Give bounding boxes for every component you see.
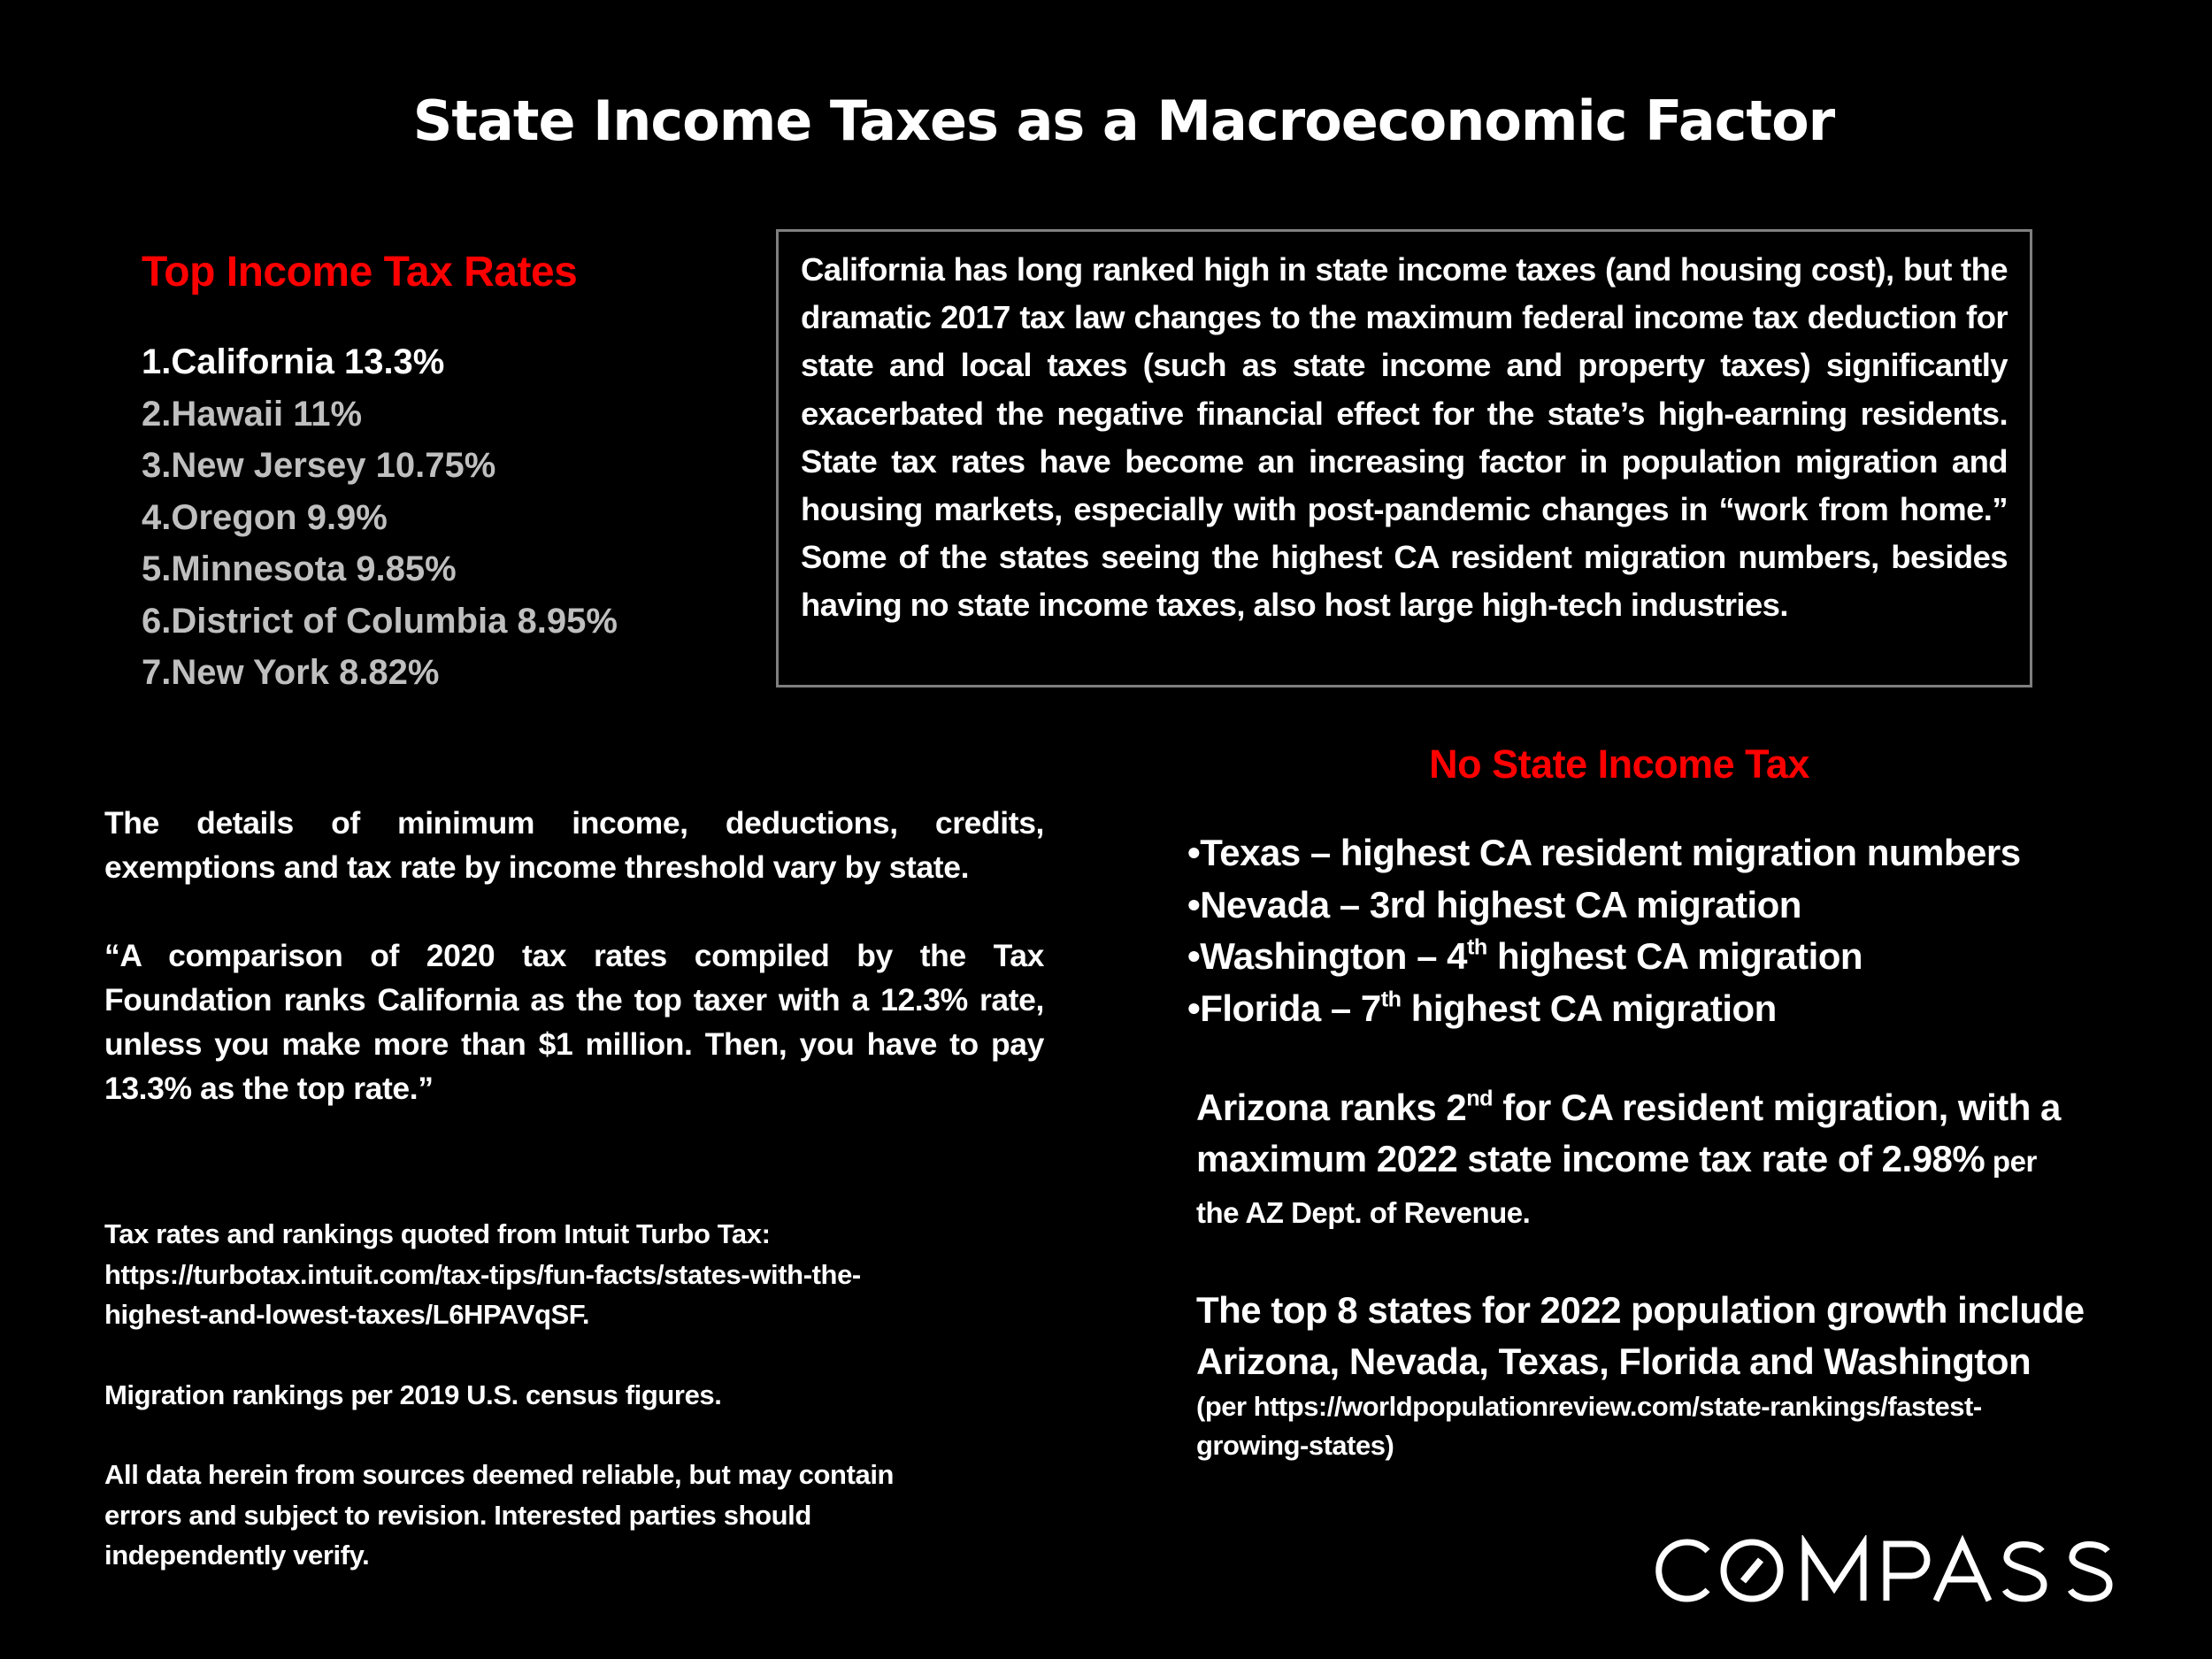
logo-o-slash (1743, 1560, 1761, 1581)
no-tax-list (1187, 827, 2021, 1034)
arizona-text-small: per (1985, 1145, 2037, 1178)
summary-box (776, 229, 2032, 687)
no-tax-item-text: highest CA migration (1401, 987, 1777, 1029)
arizona-text: for CA resident migration, with a (1493, 1087, 2061, 1128)
no-tax-item-text: •Washington – 4 (1187, 935, 1467, 977)
logo-letter-s (2070, 1544, 2109, 1598)
rate-item: 7.New York 8.82% (142, 653, 440, 692)
logo-letter-p (1886, 1544, 1927, 1601)
quote-paragraph: “A comparison of 2020 tax rates compiled by the Tax Foundation ranks California as the top taxer with a 12.3% rate, unless you make more than $1 million. Then, you have to pay 13.3% as the top rate.” (104, 938, 1044, 1106)
rate-item: 3.New Jersey 10.75% (142, 446, 496, 485)
no-tax-item (1187, 983, 2021, 1035)
compass-logo (1655, 1535, 2124, 1606)
rate-item: 2.Hawaii 11% (142, 394, 363, 434)
growth-source: growing-states) (1196, 1430, 1394, 1461)
growth-paragraph (1196, 1285, 2170, 1465)
summary-text: California has long ranked high in state income taxes (and housing cost), but the dramatic 2017 tax law changes to the maximum federal income tax deduction for state and local taxes (such as state income and property taxes) significantly exacerbated the negative financial effect for the state’s high-earning residents. State tax rates have become an increasing factor in population migration and housing markets, especially with post-pandemic changes in “work from home.” Some of the states seeing the highest CA resident migration numbers, besides having no state income taxes, also host large high-tech industries. (801, 251, 2008, 624)
no-tax-item-text: •Florida – 7 (1187, 987, 1381, 1029)
rate-item: 5.Minnesota 9.85% (142, 549, 457, 588)
no-tax-item (1187, 879, 2021, 932)
source-url-line: highest-and-lowest-taxes/L6HPAVqSF. (104, 1299, 590, 1330)
no-tax-item (1187, 827, 2021, 879)
source-notes (104, 1214, 1078, 1576)
details-paragraph: The details of minimum income, deductions, credits, exemptions and tax rate by income threshold vary by state. (104, 805, 1044, 885)
top-rates-list (142, 336, 618, 699)
arizona-line (1196, 1133, 2170, 1187)
no-tax-item-text: •Texas – highest CA resident migration numbers (1187, 832, 2021, 873)
arizona-line (1196, 1082, 2170, 1133)
no-tax-item (1187, 931, 2021, 983)
migration-note: Migration rankings per 2019 U.S. census figures. (104, 1379, 722, 1410)
disclaimer-line: independently verify. (104, 1540, 370, 1571)
rate-item: 4.Oregon 9.9% (142, 497, 388, 537)
disclaimer-line: All data herein from sources deemed reliable, but may contain (104, 1459, 895, 1490)
arizona-text: Arizona ranks 2 (1196, 1087, 1467, 1128)
arizona-paragraph (1196, 1082, 2170, 1239)
top-rates-heading: Top Income Tax Rates (142, 249, 578, 296)
logo-letter-c (1659, 1542, 1708, 1599)
rate-item: 1.California 13.3% (142, 342, 445, 381)
ordinal-suffix: th (1467, 934, 1487, 960)
arizona-line: the AZ Dept. of Revenue. (1196, 1196, 1531, 1229)
ordinal-suffix: th (1380, 987, 1402, 1012)
ordinal-suffix: nd (1466, 1086, 1494, 1111)
disclaimer-line: errors and subject to revision. Interested parties should (104, 1499, 811, 1531)
logo-letter-s (2005, 1544, 2044, 1598)
details-paragraphs (104, 801, 1044, 1155)
growth-line: The top 8 states for 2022 population growth include (1196, 1289, 2085, 1331)
logo-letter-m (1805, 1544, 1863, 1601)
no-tax-item-text: •Nevada – 3rd highest CA migration (1187, 883, 1801, 926)
growth-line: Arizona, Nevada, Texas, Florida and Washington (1196, 1340, 2032, 1382)
logo-letter-a (1936, 1542, 1989, 1601)
page-title: State Income Taxes as a Macroeconomic Factor (412, 88, 1835, 153)
source-note-line: Tax rates and rankings quoted from Intuit Turbo Tax: (104, 1218, 771, 1249)
source-url-line: https://turbotax.intuit.com/tax-tips/fun-facts/states-with-the- (104, 1258, 861, 1290)
no-tax-heading: No State Income Tax (1429, 741, 1809, 787)
arizona-text: maximum 2022 state income tax rate of 2.98% (1196, 1138, 1985, 1179)
growth-source: (per https://worldpopulationreview.com/state-rankings/fastest- (1196, 1391, 1982, 1422)
rate-item: 6.District of Columbia 8.95% (142, 601, 618, 641)
no-tax-item-text: highest CA migration (1486, 935, 1863, 977)
